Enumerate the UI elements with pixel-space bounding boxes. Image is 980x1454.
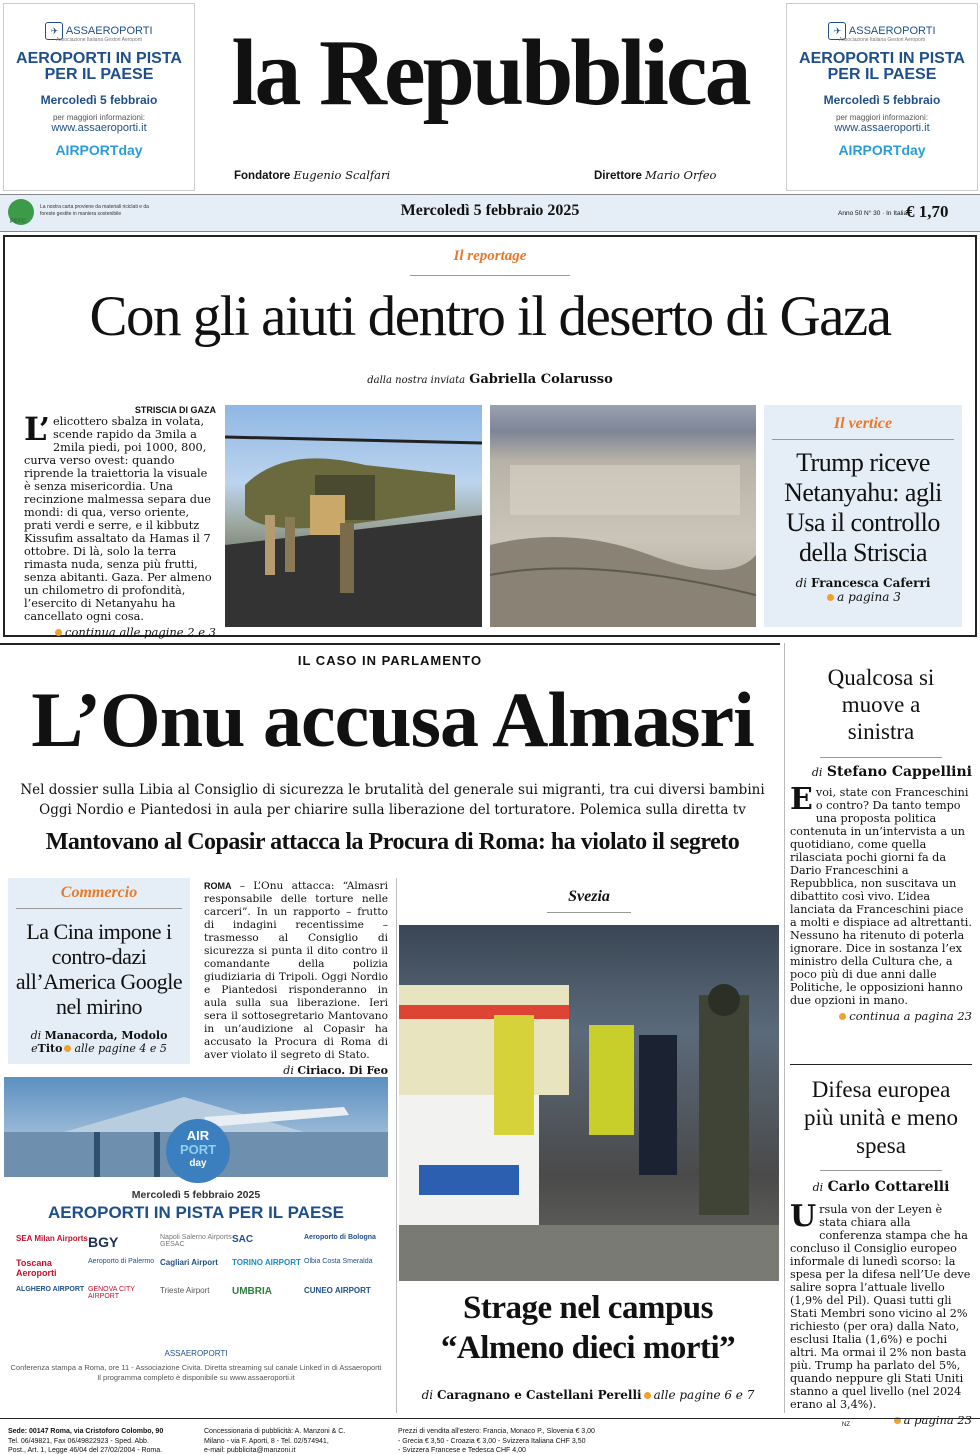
svezia-headline: Strage nel campus “Almeno dieci morti” (440, 1290, 736, 1366)
svezia-byline: di Caragnano e Castellani Perelli alle pagine 6 e 7 (421, 1388, 755, 1402)
ad-box-headline: AEROPORTI IN PISTA PER IL PAESE (48, 1203, 344, 1222)
section-rule (0, 643, 780, 645)
aerial-illustration (490, 405, 756, 627)
dateline-bar (0, 194, 980, 232)
main-subheads: Nel dossier sulla Libia al Consiglio di sicurezza le brutalità del generale sui migranti, tra cui diversi bambini Oggi Nordio e Piantedosi in aula per chiarire sulla liberazione del torturatore. Polemica sulla diretta tv (20, 782, 765, 818)
ad-box-date: Mercoledì 5 febbraio 2025 (131, 1189, 261, 1201)
bullet-icon (827, 594, 834, 601)
main-headline[interactable]: L’Onu accusa Almasri (31, 676, 754, 763)
logo-gesac: Napoli Salerno Airports GESAC (160, 1234, 232, 1248)
bullet-icon (839, 1013, 846, 1020)
reportage-text: L’ elicottero sbalza in volata, scende rapido da 3mila a 2mila piedi, poi 1000, 800, curva verso ovest: quando riprende la traiettoria la visuale è senza misericordia. Una recinzione malmessa separa due mondi: di qua, verso oriente, prati verdi e serre, e il kibbutz Kissufim assaltato da Hamas il 7 ottobre. Di là, solo la terra rimasta nuda, senza più frutti, senza abitanti. Gaza. Per almeno un chilometro di profondità, l’esercito di Netanyahu ha cancellato ogni cosa. (24, 410, 212, 623)
opinion-2[interactable] (790, 1076, 972, 1427)
opinion-1-headline: Qualcosa si muove a sinistra (827, 665, 935, 744)
ad-corner-right[interactable] (786, 3, 978, 191)
opinion-1-continue[interactable]: continua a pagina 23 (790, 1009, 972, 1023)
footer (0, 1418, 980, 1454)
emergency-scene-illustration (399, 925, 779, 1281)
logo-toscana: Toscana Aeroporti (16, 1258, 57, 1278)
reportage-article[interactable] (24, 405, 216, 639)
vertice-kicker: Il vertice (833, 415, 893, 432)
airport-logos (16, 1234, 380, 1300)
ad-headline-2: PER IL PAESE (44, 66, 154, 83)
commercio-byline: di Manacorda, Modolo eTito alle pagine 4 e 5 (30, 1029, 168, 1055)
issue-number: Anno 50 N° 30 · In Italia (838, 210, 908, 217)
helicopter-illustration (225, 405, 482, 627)
logo-cuneo: CUNEO AIRPORT (304, 1286, 371, 1295)
commercio-box[interactable] (8, 878, 190, 1064)
assaeroporti-icon: ✈ (45, 22, 63, 40)
ad-box-org: ASSAEROPORTI (164, 1349, 228, 1358)
logo-cagliari: Cagliari Airport (160, 1258, 218, 1267)
vertice-box[interactable] (764, 405, 962, 627)
airportday-logo: AIRPORTday (838, 142, 926, 158)
commercio-kicker: Commercio (60, 884, 138, 901)
ad-headline: AEROPORTI IN PISTA (799, 50, 965, 67)
reportage-dateline: STRISCIA DI GAZA (134, 405, 216, 415)
right-column-rule (784, 643, 785, 1413)
kicker-rule (410, 275, 570, 276)
masthead (0, 0, 980, 194)
founder: Fondatore Eugenio Scalfari (234, 168, 391, 182)
logo-alghero: ALGHERO AIRPORT (16, 1286, 85, 1293)
reportage-byline: dalla nostra inviata Gabriella Colarusso (367, 372, 613, 387)
reportage-continue[interactable]: continua alle pagine 2 e 3 (24, 625, 216, 639)
logo-palermo: Aeroporto di Palermo (88, 1258, 155, 1265)
reportage-kicker: Il reportage (453, 248, 527, 264)
headline-rule (820, 757, 942, 758)
opinion-2-headline: Difesa europea più unità e meno spesa (804, 1077, 958, 1158)
kicker-rule (547, 912, 631, 913)
footer-col-3: Prezzi di vendita all'estero: Francia, Monaco P., Slovenia € 3,00 - Grecia € 3,50 - Croazia € 3,00 - Svizzera Italiana CHF 3,50 - Svizzera Francese e Tedesca CHF 4,00 (398, 1428, 595, 1454)
opinion-2-text: U rsula von der Leyen è stata chiara alla conferenza stampa che ha concluso il Consiglio europeo informale di lunedì scorso: la spesa per la difesa nell’Ue deve salire sopra l’attuale livello (1,9% del Pil). Quasi tutti gli Stati Membri sono vicino al 2% richiesto (per ora) dalla Nato, esclusi Italia (1,6%) e pochi altri. Ma ormai il 2% non basta più. Trump ha parlato del 5%, quando neppure gli Stati Uniti stanno a quel livello (nel 2024 erano al 3,4%). (790, 1199, 971, 1411)
price: € 1,70 (906, 202, 949, 221)
gaza-aerial-photo (490, 405, 756, 627)
kicker-rule (16, 908, 182, 909)
main-kicker: IL CASO IN PARLAMENTO (297, 653, 483, 668)
commercio-headline: La Cina impone i contro-dazi all’America Google nel mirino (15, 919, 183, 1019)
bullet-icon (644, 1392, 651, 1399)
logo-torino: TORINO AIRPORT (232, 1258, 301, 1267)
airportday-logo: AIRPORTday (55, 142, 143, 158)
logo-sea: SEA Milan Airports (16, 1234, 88, 1243)
dropcap: L’ (24, 410, 50, 448)
kicker-rule (772, 439, 954, 440)
campus-photo (399, 925, 779, 1281)
reportage-headline[interactable]: Con gli aiuti dentro il deserto di Gaza (89, 285, 891, 348)
ad-corner-left[interactable] (3, 3, 195, 191)
ad-headline-2: PER IL PAESE (827, 66, 937, 83)
airportday-badge: AIR PORT day (166, 1119, 230, 1183)
opinion-1[interactable] (790, 664, 972, 1023)
headline-rule (820, 1170, 942, 1171)
logo-sac: SAC (232, 1234, 254, 1245)
ad-info: per maggiori informazioni: (52, 113, 146, 122)
opinion-1-byline: di Stefano Cappellini (811, 764, 972, 780)
pefc-label: PEFC (10, 219, 27, 225)
bullet-icon (55, 629, 62, 636)
bullet-icon (64, 1045, 71, 1052)
opinion-2-continue[interactable]: a pagina 23 (790, 1413, 972, 1427)
helicopter-photo (225, 405, 482, 627)
pefc-note: La nostra carta proviene da materiali riciclati e da foreste gestite in maniera sostenibile (40, 204, 149, 217)
airportday-ad[interactable] (4, 1077, 388, 1389)
main-article[interactable] (204, 880, 388, 1090)
logo-trieste: Trieste Airport (160, 1286, 210, 1295)
ad-date: Mercoledì 5 febbraio (823, 93, 941, 107)
vertice-page[interactable]: a pagina 3 (764, 590, 962, 604)
ad-headline: AEROPORTI IN PISTA (16, 50, 182, 67)
logo-bgy: BGY (88, 1234, 119, 1250)
logo-bologna: Aeroporto di Bologna (304, 1234, 376, 1241)
ad-info: per maggiori informazioni: (835, 113, 929, 122)
ad-url[interactable]: www.assaeroporti.it (51, 122, 147, 134)
assaeroporti-icon: ✈ (828, 22, 846, 40)
logo-umbria: UMBRIA (232, 1286, 272, 1297)
main-byline: di Ciriaco. Di Feo (204, 1064, 388, 1090)
dropcap: E (790, 782, 813, 817)
opinion-2-byline: di Carlo Cottarelli (812, 1179, 950, 1195)
vertice-byline: di Francesca Caferri (795, 576, 931, 590)
logo-olbia: Olbia Costa Smeralda (304, 1258, 373, 1265)
svezia-kicker: Svezia (568, 888, 610, 905)
opinion-1-text: E voi, state con Franceschini o contro? Da tanto tempo una proposta politica contenuta in un’intervista a un quotidiano, come quella rilasciata pochi giorni fa da Dario Franceschini a Repubblica, non suscitava un dibattito così vivo. L’idea lanciata da Franceschini piace a molti e dispiace ad altrettanti. Nessuno ha ritenuto di poterla ignorare. Dice in sostanza l’ex ministro della Cultura che, a poco più di due anni dalle Politiche, le opposizioni hanno due opzioni in mano. (790, 782, 972, 1007)
assaeroporti-logo: ✈ ASSAEROPORTI Associazione Italiana Gestori Aeroporti (787, 22, 977, 43)
logo-genova: GENOVA CITY AIRPORT (88, 1286, 135, 1300)
masthead-title[interactable]: la Repubblica (231, 21, 749, 125)
footer-col-2: Concessionaria di pubblicità: A. Manzoni & C. Milano - via F. Aporti, 8 - Tel. 02/574941, e-mail: pubblicita@manzoni.it (204, 1428, 346, 1454)
ad-date: Mercoledì 5 febbraio (40, 93, 158, 107)
ad-url[interactable]: www.assaeroporti.it (834, 122, 930, 134)
issue-date: Mercoledì 5 febbraio 2025 (400, 202, 580, 219)
vertice-headline: Trump riceve Netanyahu: agli Usa il controllo della Striscia (784, 448, 942, 567)
main-second-headline[interactable]: Mantovano al Copasir attacca la Procura di Roma: ha violato il segreto (45, 829, 740, 855)
main-text: ROMA – L’Onu attacca: “Almasri responsabile delle torture nelle carceri”. In un rapporto – frutto di indagini recentissime – trasmesso al Consiglio di sicurezza si punta il dito contro il comandante della polizia giudiziaria di Tripoli. Oggi Nordio e Piantedosi risponderanno in aula sulla sua liberazione. Ieri sera il sottosegretario Mantovano in un’audizione al Copasir ha accusato la Procura di Roma di aver violato il segreto di Stato. (204, 880, 389, 1061)
opinion-divider (790, 1064, 972, 1065)
dropcap: U (790, 1199, 817, 1234)
footer-nz: NZ (842, 1422, 850, 1428)
assaeroporti-logo: ✈ ASSAEROPORTI Associazione Italiana Gestori Aeroporti (4, 22, 194, 43)
footer-col-1: Sede: 00147 Roma, via Cristoforo Colombo, 90 Tel. 06/49821, Fax 06/49822923 - Sped. Abb. Post., Art. 1, Legge 46/04 del 27/02/2004 - Roma. (8, 1428, 164, 1454)
director: Direttore Mario Orfeo (594, 168, 717, 182)
ad-box-footer: Conferenza stampa a Roma, ore 11 - Associazione Civita. Diretta streaming sul canale Linked in di Assaeroporti Il programma completo è disponibile su www.assaeroporti.it (10, 1363, 382, 1382)
